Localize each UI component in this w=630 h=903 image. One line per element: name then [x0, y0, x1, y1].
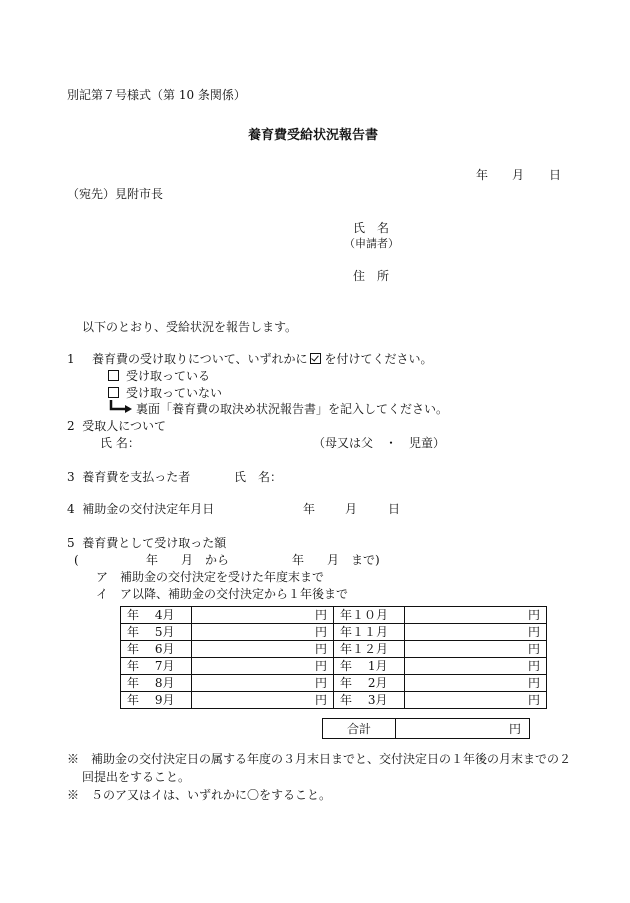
amount-cell[interactable] — [192, 641, 310, 658]
yen-unit: 円 — [522, 675, 547, 692]
table-row — [121, 675, 547, 692]
month-cell-right: 年１０月 — [334, 607, 405, 624]
intro-text: 以下のとおり、受給状況を報告します。 — [82, 320, 298, 334]
decision-day-label: 日 — [388, 502, 401, 516]
amount-cell[interactable] — [405, 675, 523, 692]
amount-cell[interactable] — [405, 641, 523, 658]
arrow-icon — [108, 399, 134, 415]
section2-heading: 2 受取人について — [67, 419, 167, 433]
amount-cell[interactable] — [405, 658, 523, 675]
decision-year-label: 年 — [303, 502, 316, 516]
decision-month-label: 月 — [345, 502, 358, 516]
recipient-relation: （母又は父 ・ 児童） — [313, 436, 446, 450]
date-month-label: 月 — [512, 168, 525, 182]
month-cell-left: 年 4月 — [121, 607, 192, 624]
amount-cell[interactable] — [192, 692, 310, 709]
amount-cell[interactable] — [405, 624, 523, 641]
option-i: イ ア以降、補助金の交付決定から１年後まで — [96, 587, 349, 601]
section1-instruction — [92, 352, 433, 366]
option-not-receiving[interactable] — [108, 386, 222, 400]
period-month1: 月 から — [181, 553, 230, 567]
total-amount-cell[interactable]: 円 — [396, 719, 530, 739]
yen-unit: 円 — [522, 607, 547, 624]
yen-unit: 円 — [522, 658, 547, 675]
yen-unit: 円 — [309, 624, 334, 641]
period-open-paren: ( — [74, 553, 79, 567]
section1-text-pre: 養育費の受け取りについて、いずれかに — [92, 352, 308, 366]
applicant-note: （申請者） — [344, 237, 399, 250]
table-row — [121, 692, 547, 709]
yen-unit: 円 — [309, 658, 334, 675]
month-cell-left: 年 6月 — [121, 641, 192, 658]
document-title: 養育費受給状況報告書 — [248, 128, 379, 143]
amount-cell[interactable] — [405, 692, 523, 709]
period-month2: 月 まで) — [327, 553, 380, 567]
month-cell-left: 年 9月 — [121, 692, 192, 709]
month-cell-right: 年１１月 — [334, 624, 405, 641]
arrow-note: 裏面「養育費の取決め状況報告書」を記入してください。 — [136, 402, 449, 416]
month-cell-left: 年 7月 — [121, 658, 192, 675]
amount-cell[interactable] — [192, 658, 310, 675]
date-year-label: 年 — [476, 168, 489, 182]
monthly-amount-table — [120, 606, 547, 709]
payer-name-label: 氏 名： — [234, 470, 283, 484]
option-a: ア 補助金の交付決定を受けた年度末まで — [96, 570, 325, 584]
checked-box-icon — [310, 353, 321, 364]
form-reference: 別記第７号様式（第 10 条関係） — [67, 88, 246, 102]
section1-text-post: を付けてください。 — [324, 352, 433, 366]
table-row — [121, 624, 547, 641]
month-cell-left: 年 5月 — [121, 624, 192, 641]
table-row — [121, 641, 547, 658]
month-cell-right: 年１２月 — [334, 641, 405, 658]
checkbox-icon[interactable] — [108, 387, 119, 398]
table-row — [323, 719, 530, 739]
yen-unit: 円 — [309, 641, 334, 658]
checkbox-icon[interactable] — [108, 370, 119, 381]
option-receiving-label: 受け取っている — [126, 369, 211, 383]
note1-line2: 回提出をすること。 — [82, 770, 191, 784]
addressee: （宛先）見附市長 — [67, 187, 164, 201]
amount-cell[interactable] — [192, 607, 310, 624]
period-year1: 年 — [146, 553, 159, 567]
section1-number: 1 — [67, 352, 75, 366]
applicant-name-label: 氏 名 — [353, 221, 390, 235]
yen-unit: 円 — [309, 675, 334, 692]
month-cell-right: 年 1月 — [334, 658, 405, 675]
applicant-address-label: 住 所 — [353, 269, 390, 283]
table-row — [121, 607, 547, 624]
recipient-name-label: 氏 名： — [100, 436, 140, 450]
yen-unit: 円 — [309, 607, 334, 624]
total-label: 合計 — [323, 719, 396, 739]
table-row — [121, 658, 547, 675]
total-table — [322, 718, 530, 739]
yen-unit: 円 — [309, 692, 334, 709]
amount-cell[interactable] — [192, 624, 310, 641]
option-receiving[interactable] — [108, 369, 210, 383]
month-cell-right: 年 2月 — [334, 675, 405, 692]
month-cell-left: 年 8月 — [121, 675, 192, 692]
date-day-label: 日 — [549, 168, 562, 182]
section5-heading: 5 養育費として受け取った額 — [67, 536, 227, 550]
section3-heading: 3 養育費を支払った者 — [67, 470, 191, 484]
note1-line1: ※ 補助金の交付決定日の属する年度の３月末日までと、交付決定日の１年後の月末までの２ — [67, 752, 572, 766]
amount-cell[interactable] — [405, 607, 523, 624]
section4-heading: 4 補助金の交付決定年月日 — [67, 502, 215, 516]
period-year2: 年 — [292, 553, 305, 567]
note2: ※ ５のア又はイは、いずれかに〇をすること。 — [67, 788, 332, 802]
yen-unit: 円 — [522, 624, 547, 641]
option-not-receiving-label: 受け取っていない — [126, 386, 223, 400]
yen-unit: 円 — [522, 641, 547, 658]
yen-unit: 円 — [522, 692, 547, 709]
amount-cell[interactable] — [192, 675, 310, 692]
month-cell-right: 年 3月 — [334, 692, 405, 709]
